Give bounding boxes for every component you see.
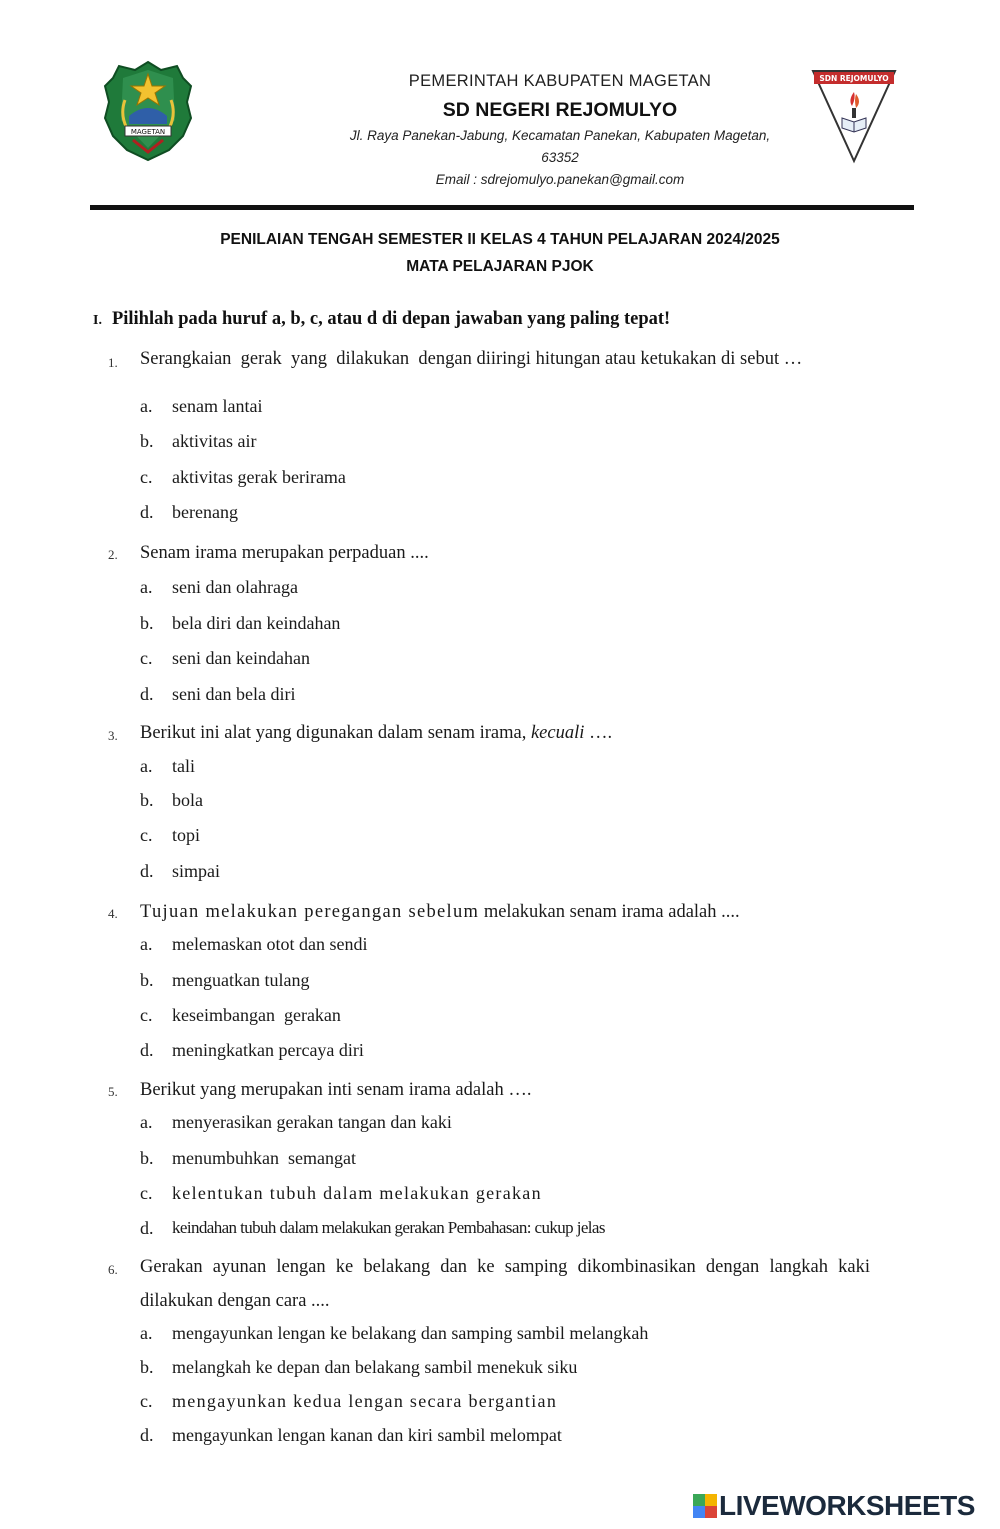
option-text: kelentukan tubuh dalam melakukan gerakan: [172, 1183, 542, 1203]
svg-text:MAGETAN: MAGETAN: [130, 128, 166, 136]
option-text: simpai: [172, 861, 220, 881]
option-letter: c.: [140, 825, 153, 845]
option-text: bola: [172, 790, 203, 810]
option-text: berenang: [172, 502, 238, 522]
section-instruction: [93, 309, 670, 330]
school-address: Jl. Raya Panekan-Jabung, Kecamatan Panekan, Kabupaten Magetan,: [349, 128, 771, 143]
question-text: [140, 895, 870, 929]
question-number: 5.: [108, 1084, 118, 1099]
question-text-main: Tujuan melakukan peregangan sebelum: [140, 902, 480, 922]
instruction-text: Pilihlah pada huruf a, b, c, atau d di depan jawaban yang paling tepat!: [111, 309, 671, 329]
option-letter: c.: [140, 648, 153, 668]
option-text: bela diri dan keindahan: [172, 613, 341, 633]
option-text: keseimbangan gerakan: [172, 1005, 341, 1025]
option-letter: d.: [140, 1218, 154, 1238]
option-text: menguatkan tulang: [172, 970, 310, 990]
question-number: 4.: [108, 906, 118, 921]
option-letter: c.: [140, 1005, 153, 1025]
school-emblem-icon: [810, 68, 898, 164]
option-text: aktivitas air: [172, 431, 257, 451]
option-text: tali: [172, 756, 195, 776]
exam-title-line1: PENILAIAN TENGAH SEMESTER II KELAS 4 TAHUN PELAJARAN 2024/2025: [220, 231, 780, 248]
option-letter: d.: [140, 1040, 154, 1060]
question-text: Berikut yang merupakan inti senam irama adalah ….: [140, 1080, 532, 1100]
question-text-emphasis: kecuali: [530, 723, 585, 743]
question-number: 1.: [108, 355, 118, 370]
option-letter: d.: [140, 861, 154, 881]
option-text: menyerasikan gerakan tangan dan kaki: [172, 1112, 452, 1132]
option-text: senam lantai: [172, 396, 263, 416]
school-name: SD NEGERI REJOMULYO: [442, 99, 678, 121]
exam-subject: MATA PELAJARAN PJOK: [406, 258, 594, 275]
option-text: melemaskan otot dan sendi: [172, 934, 368, 954]
icon-tile: [705, 1494, 717, 1506]
government-name: PEMERINTAH KABUPATEN MAGETAN: [408, 72, 712, 90]
brand-text: LIVEWORKSHEETS: [719, 1490, 975, 1521]
letterhead: [0, 0, 1000, 215]
option-letter: a.: [140, 1112, 153, 1132]
option-letter: a.: [140, 934, 153, 954]
question-text-main: Berikut ini alat yang digunakan dalam senam irama,: [140, 723, 531, 743]
postal-code: 63352: [541, 150, 579, 165]
option-letter: d.: [140, 684, 154, 704]
exam-title: [0, 226, 1000, 280]
liveworksheets-icon: [693, 1494, 717, 1518]
option-letter: a.: [140, 1323, 153, 1343]
option-text: aktivitas gerak berirama: [172, 467, 346, 487]
option-letter: b.: [140, 970, 154, 990]
option-letter: a.: [140, 577, 153, 597]
option-letter: b.: [140, 790, 154, 810]
option-letter: b.: [140, 431, 154, 451]
option-text: seni dan bela diri: [172, 684, 296, 704]
section-number: I.: [93, 313, 102, 328]
option-letter: b.: [140, 613, 154, 633]
question-text: Senam irama merupakan perpaduan ....: [140, 543, 429, 563]
question-text: Serangkaian gerak yang dilakukan dengan diiringi hitungan atau ketukakan di sebut …: [140, 349, 803, 369]
option-letter: b.: [140, 1148, 154, 1168]
question-number: 6.: [108, 1262, 118, 1277]
liveworksheets-logo[interactable]: [693, 1488, 975, 1524]
option-text: mengayunkan lengan ke belakang dan samping sambil melangkah: [172, 1323, 649, 1343]
option-text: mengayunkan kedua lengan secara bergantian: [172, 1391, 558, 1411]
svg-text:SDN REJOMULYO: SDN REJOMULYO: [819, 74, 889, 83]
question-number: 3.: [108, 728, 118, 743]
question-number: 2.: [108, 547, 118, 562]
option-letter: c.: [140, 1183, 153, 1203]
icon-tile: [693, 1506, 705, 1518]
question-text-end: ….: [584, 723, 613, 743]
icon-tile: [705, 1506, 717, 1518]
magetan-emblem-icon: [103, 60, 193, 162]
question-text-end: melakukan senam irama adalah ....: [479, 902, 740, 922]
option-letter: b.: [140, 1357, 154, 1377]
option-text: melangkah ke depan dan belakang sambil menekuk siku: [172, 1357, 578, 1377]
question-text: Gerakan ayunan lengan ke belakang dan ke samping dikombinasikan dengan langkah kaki dilakukan dengan cara ....: [140, 1257, 870, 1311]
header-divider: [90, 205, 914, 210]
option-letter: d.: [140, 1425, 154, 1445]
option-text: keindahan tubuh dalam melakukan gerakan Pembahasan: cukup jelas: [172, 1218, 605, 1237]
option-letter: a.: [140, 756, 153, 776]
icon-tile: [693, 1494, 705, 1506]
option-letter: a.: [140, 396, 153, 416]
option-text: seni dan olahraga: [172, 577, 298, 597]
option-letter: c.: [140, 467, 153, 487]
letterhead-text: [300, 70, 820, 191]
option-text: mengayunkan lengan kanan dan kiri sambil melompat: [172, 1425, 562, 1445]
option-text: topi: [172, 825, 201, 845]
option-text: meningkatkan percaya diri: [172, 1040, 364, 1060]
option-letter: c.: [140, 1391, 153, 1411]
option-text: seni dan keindahan: [172, 648, 310, 668]
school-email: Email : sdrejomulyo.panekan@gmail.com: [435, 172, 685, 187]
option-letter: d.: [140, 502, 154, 522]
option-text: menumbuhkan semangat: [172, 1148, 356, 1168]
question-text: [140, 716, 870, 750]
